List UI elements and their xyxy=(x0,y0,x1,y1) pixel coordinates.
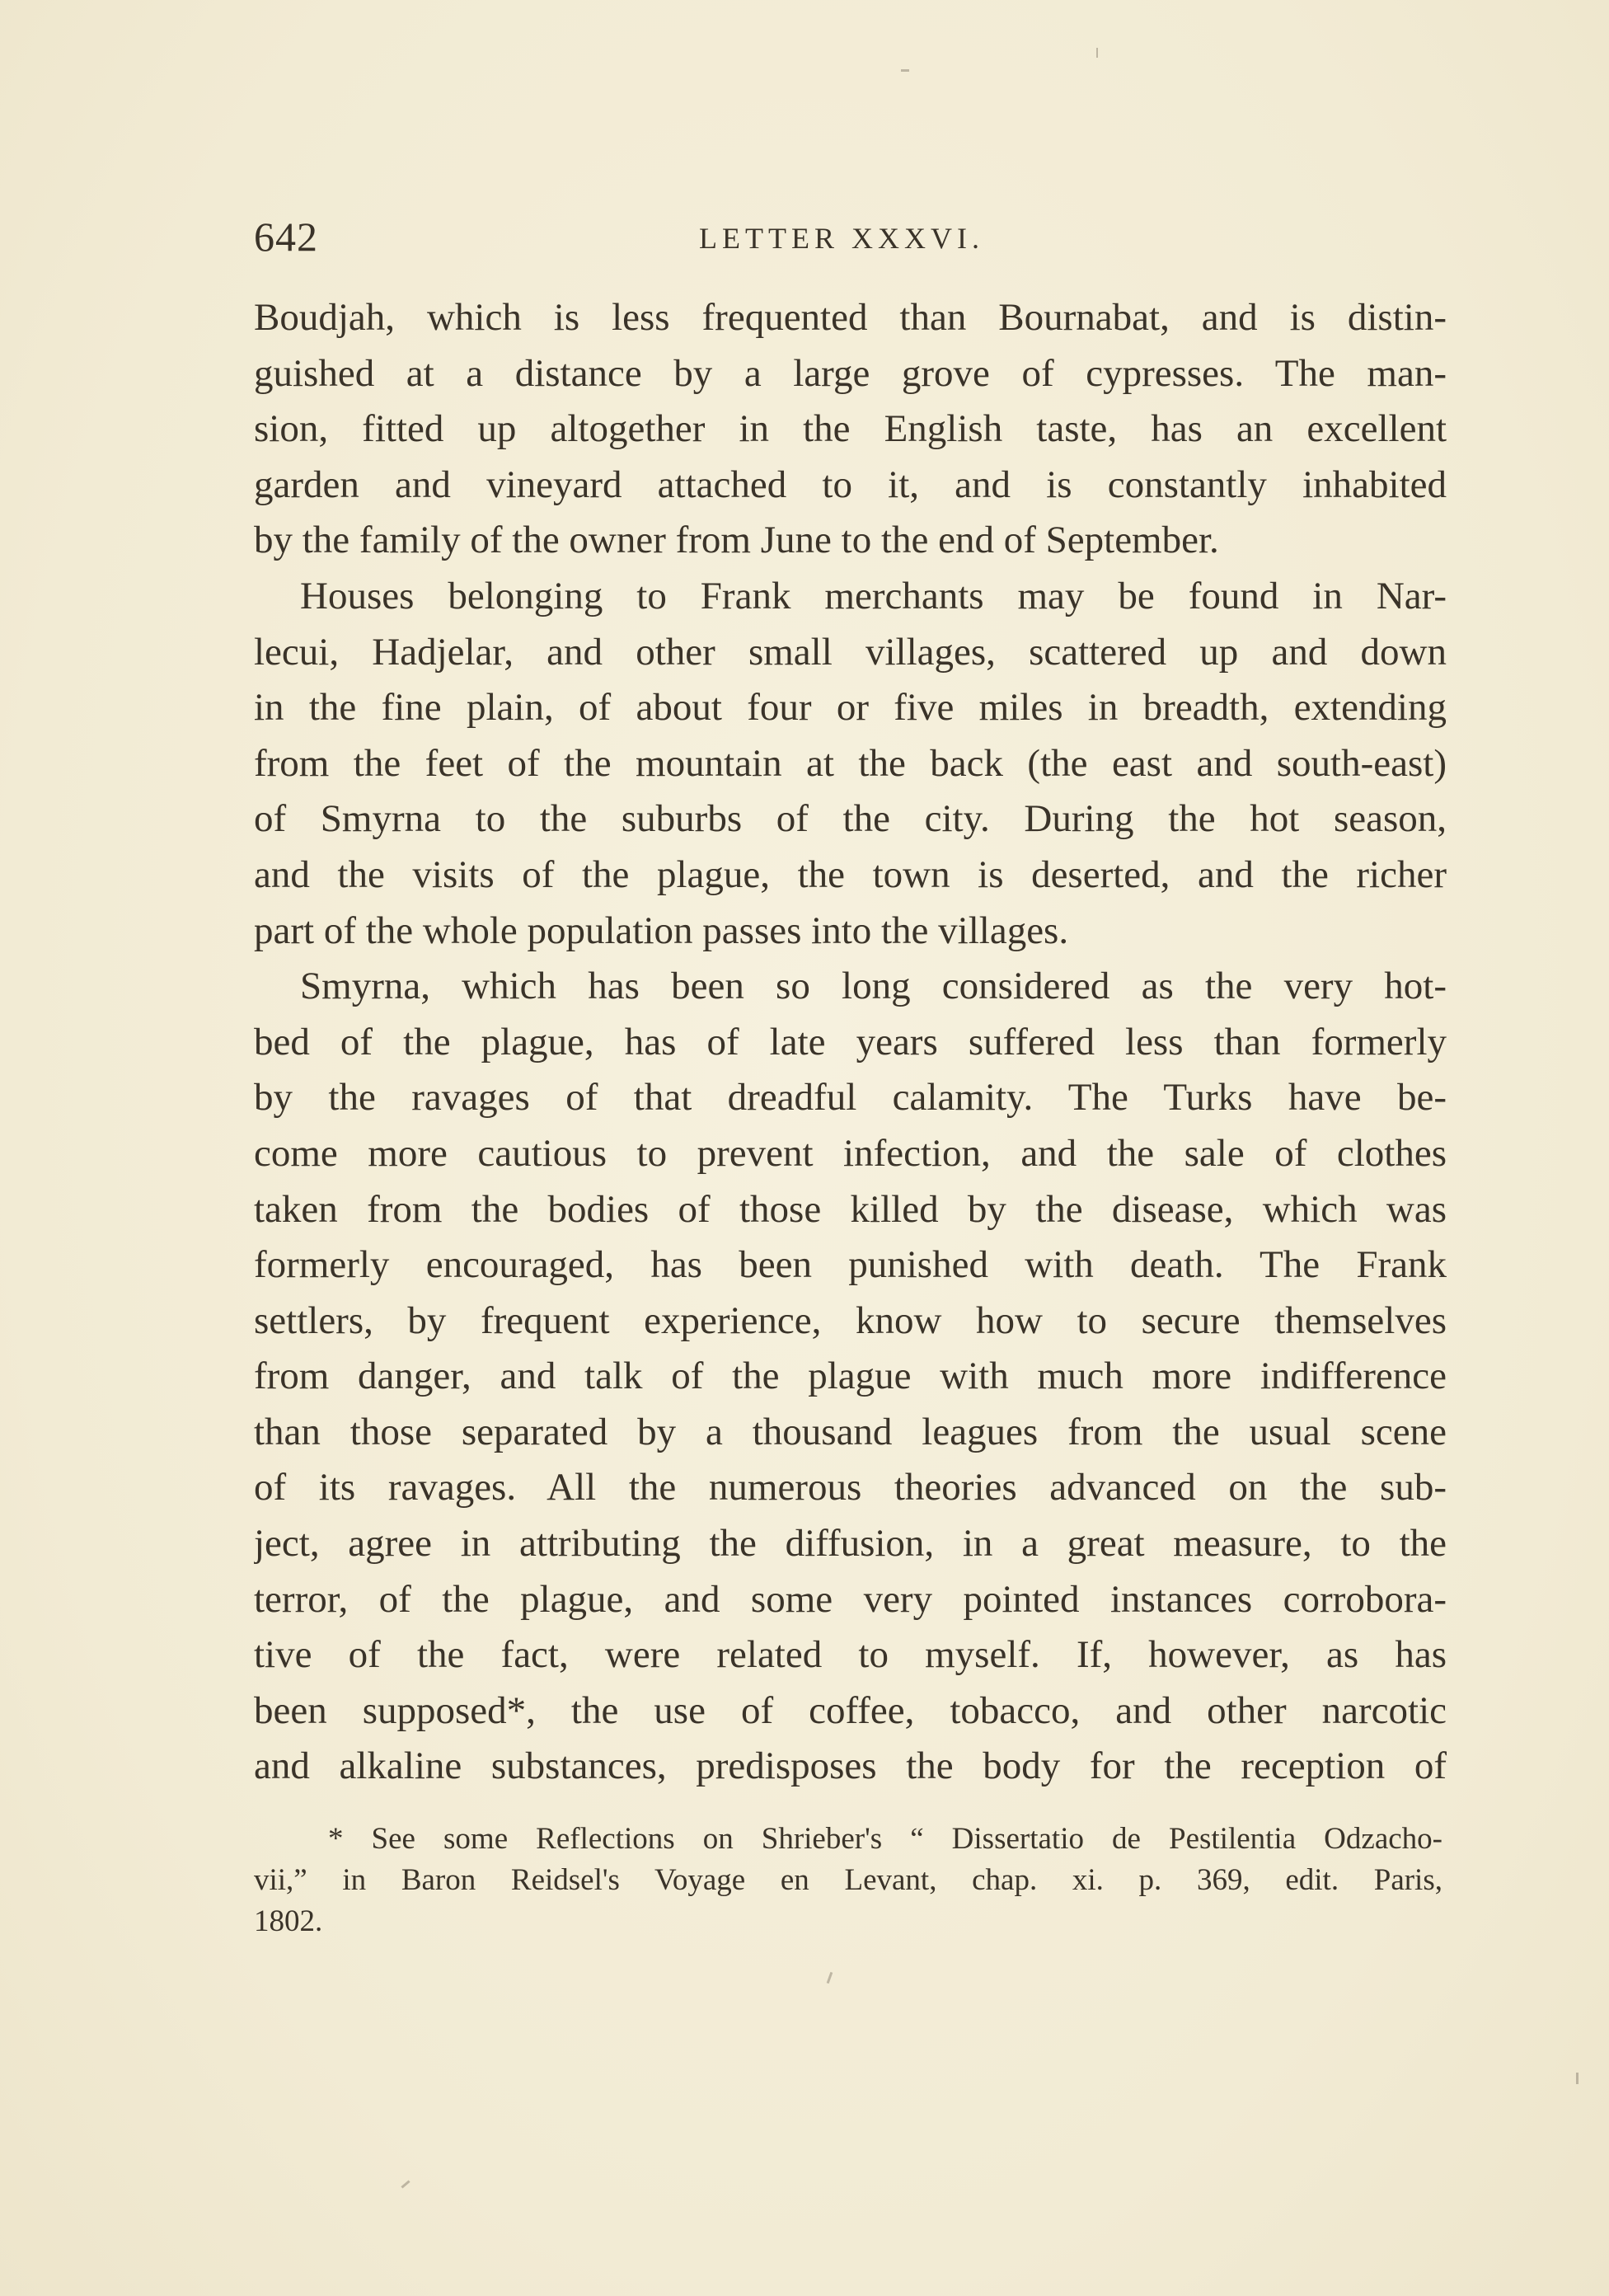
text-line: in the fine plain, of about four or five miles in breadth, extending xyxy=(254,686,1447,730)
text-line: settlers, by frequent experience, know how to secure themselves xyxy=(254,1298,1447,1342)
text-line: sion, fitted up altogether in the English taste, has an excellent xyxy=(254,407,1447,451)
text-line: Boudjah, which is less frequented than Bournabat, and is distin- xyxy=(254,296,1447,339)
paper-speck xyxy=(901,69,909,72)
text-line: from danger, and talk of the plague with much more indifference xyxy=(254,1355,1447,1398)
text-line: by the family of the owner from June to the end of September. xyxy=(254,519,1219,562)
text-line: Houses belonging to Frank merchants may be found in Nar- xyxy=(300,574,1447,617)
text-line: tive of the fact, were related to myself. If, however, as has xyxy=(254,1633,1447,1677)
text-line: terror, of the plague, and some very pointed instances corrobora- xyxy=(254,1577,1447,1621)
footnote-line: vii,” in Baron Reidsel's Voyage en Levant, chap. xi. p. 369, edit. Paris, xyxy=(254,1863,1442,1897)
footnote-line: 1802. xyxy=(254,1904,323,1938)
text-line: ject, agree in attributing the diffusion, in a great measure, to the xyxy=(254,1522,1447,1566)
text-line: guished at a distance by a large grove of cypresses. The man- xyxy=(254,351,1447,395)
text-line: garden and vineyard attached to it, and is constantly inhabited xyxy=(254,462,1447,506)
footnote-line: * See some Reflections on Shrieber's “ Dissertatio de Pestilentia Odzacho- xyxy=(328,1822,1442,1856)
body-text xyxy=(254,290,1447,1795)
text-line: from the feet of the mountain at the back (the east and south-east) xyxy=(254,741,1447,785)
paper-speck xyxy=(1096,48,1098,58)
text-line: Smyrna, which has been so long considered as the very hot- xyxy=(300,965,1447,1008)
paper-speck xyxy=(827,1972,833,1984)
text-line: been supposed*, the use of coffee, tobacco, and other narcotic xyxy=(254,1688,1447,1732)
page-header xyxy=(254,213,1449,262)
text-line: of Smyrna to the suburbs of the city. During the hot season, xyxy=(254,797,1447,841)
footnote xyxy=(254,1819,1442,1942)
text-line: and alkaline substances, predisposes the body for the reception of xyxy=(254,1744,1447,1788)
text-line: by the ravages of that dreadful calamity. The Turks have be- xyxy=(254,1076,1447,1120)
paper-speck xyxy=(1576,2073,1579,2084)
text-line: bed of the plague, has of late years suffered less than formerly xyxy=(254,1020,1447,1063)
text-line: come more cautious to prevent infection, and the sale of clothes xyxy=(254,1131,1447,1175)
text-line: formerly encouraged, has been punished with death. The Frank xyxy=(254,1243,1447,1287)
text-line: lecui, Hadjelar, and other small villages, scattered up and down xyxy=(254,630,1447,674)
text-line: part of the whole population passes into the villages. xyxy=(254,909,1069,952)
running-head: LETTER XXXVI. xyxy=(699,222,984,255)
text-line: and the visits of the plague, the town is deserted, and the richer xyxy=(254,852,1447,896)
text-line: taken from the bodies of those killed by the disease, which was xyxy=(254,1187,1447,1231)
text-line: than those separated by a thousand leagues from the usual scene xyxy=(254,1410,1447,1453)
paper-speck xyxy=(401,2180,410,2188)
page-number: 642 xyxy=(254,214,318,260)
text-line: of its ravages. All the numerous theories advanced on the sub- xyxy=(254,1466,1447,1510)
